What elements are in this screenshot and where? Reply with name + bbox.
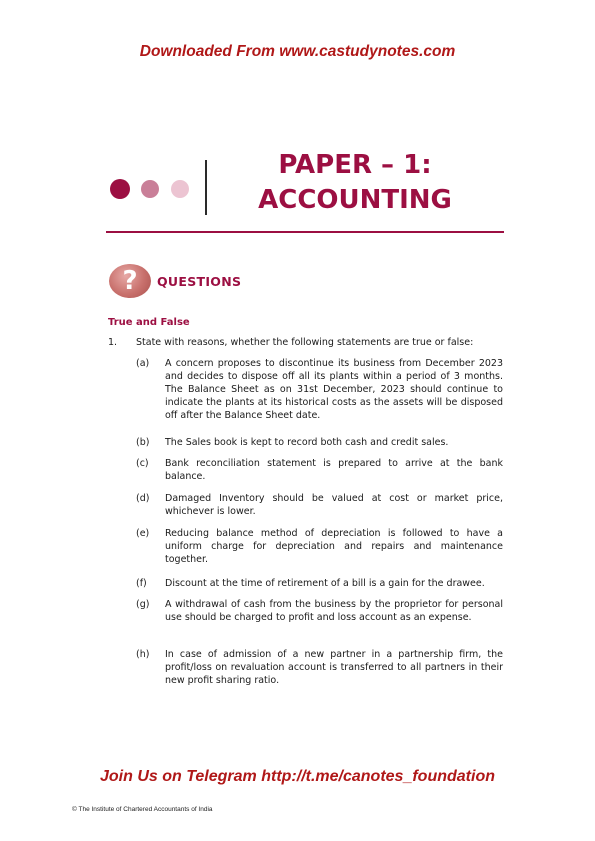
top-download-banner: Downloaded From www.castudynotes.com <box>139 43 456 60</box>
decorative-dot-dark <box>110 179 130 199</box>
item-label: (e) <box>136 528 150 539</box>
copyright-notice: © The Institute of Chartered Accountants of India <box>72 806 213 813</box>
item-text: Bank reconciliation statement is prepared to arrive at the bank balance. <box>165 458 503 482</box>
item-label: (f) <box>136 578 147 589</box>
title-divider <box>205 160 207 215</box>
item-label: (b) <box>136 437 150 448</box>
item-label: (c) <box>136 458 149 469</box>
item-text: Reducing balance method of depreciation is followed to have a uniform charge for depreciation and repairs and maintenance together. <box>165 528 503 565</box>
item-text: In case of admission of a new partner in a partnership firm, the profit/loss on revaluation account is transferred to all partners in their new profit sharing ratio. <box>165 649 503 686</box>
item-text: The Sales book is kept to record both cash and credit sales. <box>165 437 449 448</box>
item-text: Discount at the time of retirement of a bill is a gain for the drawee. <box>165 578 485 589</box>
subsection-heading: True and False <box>108 317 190 328</box>
header-rule <box>106 231 504 233</box>
paper-title-line-1: PAPER – 1: <box>278 150 432 180</box>
section-label: QUESTIONS <box>157 274 242 289</box>
item-label: (g) <box>136 599 150 610</box>
item-text: A concern proposes to discontinue its business from December 2023 and decides to dispose off all its plants within a period of 3 months. The Balance Sheet as on 31st December, 2023 should continue to indicate the plants at its historical costs as the assets will be disposed off after the Balance Sheet date. <box>165 358 503 421</box>
decorative-dot-medium <box>141 180 159 198</box>
question-text: State with reasons, whether the following statements are true or false: <box>136 337 474 348</box>
paper-title-line-2: ACCOUNTING <box>258 185 452 215</box>
list-item <box>136 357 506 423</box>
item-text: Damaged Inventory should be valued at cost or market price, whichever is lower. <box>165 493 503 517</box>
decorative-dot-light <box>171 180 189 198</box>
question-number: 1. <box>108 337 118 348</box>
item-label: (a) <box>136 358 150 369</box>
item-text: A withdrawal of cash from the business by the proprietor for personal use should be charged to profit and loss account as an expense. <box>165 599 503 623</box>
item-label: (d) <box>136 493 150 504</box>
question-mark-icon: ? <box>109 264 151 298</box>
item-label: (h) <box>136 649 150 660</box>
telegram-banner: Join Us on Telegram http://t.me/canotes_foundation <box>100 768 495 785</box>
